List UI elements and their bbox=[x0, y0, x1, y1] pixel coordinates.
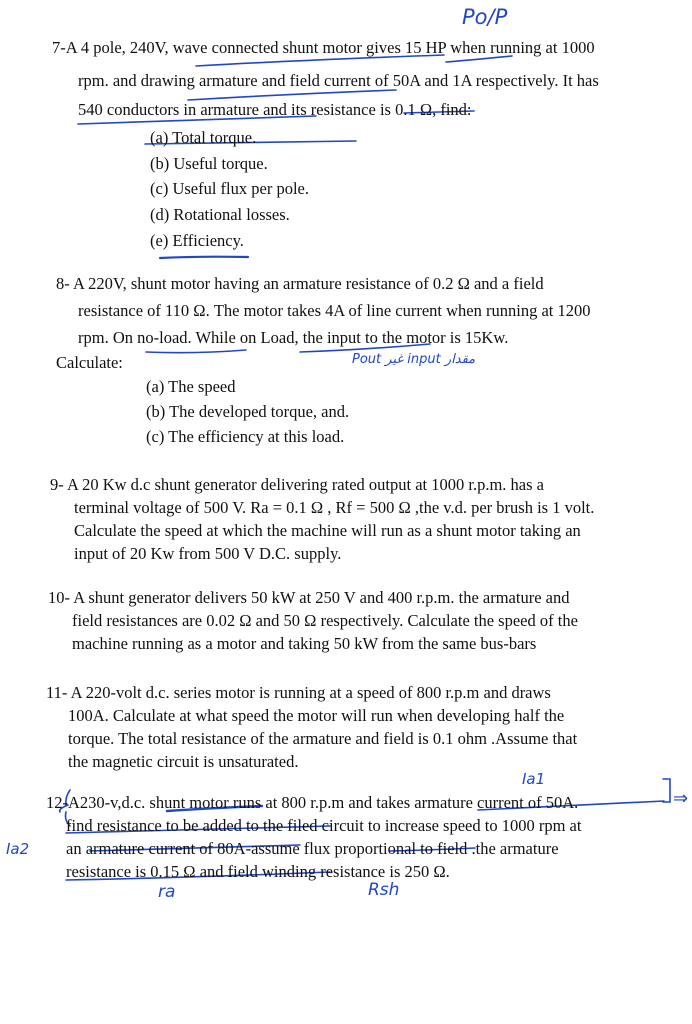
q11-line-4: the magnetic circuit is unsaturated. bbox=[68, 752, 299, 771]
q7-line-2: rpm. and drawing armature and field current of 50A and 1A respectively. It has bbox=[78, 71, 599, 90]
q12-line-4: resistance is 0.15 Ω and field winding resistance is 250 Ω. bbox=[66, 862, 450, 881]
q7-item-d: (d) Rotational losses. bbox=[150, 205, 290, 224]
q8-item-a: (a) The speed bbox=[146, 377, 236, 396]
annotation-rsh: Rsh bbox=[368, 880, 400, 900]
q11-line-3: torque. The total resistance of the armature and field is 0.1 ohm .Assume that bbox=[68, 729, 578, 748]
annotation-arrow: ⇒ bbox=[673, 788, 689, 809]
q12-line-2: find resistance to be added to the filed circuit to increase speed to 1000 rpm at bbox=[66, 816, 582, 835]
annotation-ia1: Ia1 bbox=[522, 770, 546, 788]
q7-item-b: (b) Useful torque. bbox=[150, 154, 268, 173]
q12-line-3: an armature current of 80A-assume flux proportional to field .the armature bbox=[66, 839, 559, 858]
q8-line-4: Calculate: bbox=[56, 353, 123, 372]
q10-line-3: machine running as a motor and taking 50 kW from the same bus-bars bbox=[72, 634, 537, 653]
q10-line-1: 10- A shunt generator delivers 50 kW at 250 V and 400 r.p.m. the armature and bbox=[48, 588, 570, 607]
q11-line-1: 11- A 220-volt d.c. series motor is running at a speed of 800 r.p.m and draws bbox=[46, 683, 551, 702]
annotation-pout-input: Pout غير input مقدار bbox=[352, 352, 476, 367]
annotation-ra: ra bbox=[158, 882, 176, 902]
q8-line-3: rpm. On no-load. While on Load, the input to the motor is 15Kw. bbox=[78, 328, 509, 347]
q8-line-1: 8- A 220V, shunt motor having an armature resistance of 0.2 Ω and a field bbox=[56, 274, 544, 293]
q7-item-a: (a) Total torque. bbox=[150, 128, 257, 147]
q9-line-2: terminal voltage of 500 V. Ra = 0.1 Ω , Rf = 500 Ω ,the v.d. per brush is 1 volt. bbox=[74, 498, 595, 517]
q9-line-1: 9- A 20 Kw d.c shunt generator delivering rated output at 1000 r.p.m. has a bbox=[50, 475, 544, 494]
q9-line-4: input of 20 Kw from 500 V D.C. supply. bbox=[74, 544, 342, 563]
q7-line-1: 7-A 4 pole, 240V, wave connected shunt motor gives 15 HP when running at 1000 bbox=[52, 38, 595, 57]
q7-item-e: (e) Efficiency. bbox=[150, 231, 244, 250]
q11-line-2: 100A. Calculate at what speed the motor will run when developing half the bbox=[68, 706, 565, 725]
q12-line-1: 12-A230-v,d.c. shunt motor runs at 800 r.p.m and takes armature current of 50A. bbox=[46, 793, 579, 812]
annotation-ia2: Ia2 bbox=[6, 840, 30, 858]
q8-item-c: (c) The efficiency at this load. bbox=[146, 427, 345, 446]
annotation-pop: Po/P bbox=[462, 5, 508, 29]
q9-line-3: Calculate the speed at which the machine will run as a shunt motor taking an bbox=[74, 521, 581, 540]
q7-item-c: (c) Useful flux per pole. bbox=[150, 179, 309, 198]
q8-item-b: (b) The developed torque, and. bbox=[146, 402, 350, 421]
q7-line-3: 540 conductors in armature and its resistance is 0.1 Ω, find: bbox=[78, 100, 472, 119]
q8-line-2: resistance of 110 Ω. The motor takes 4A of line current when running at 1200 bbox=[78, 301, 591, 320]
q10-line-2: field resistances are 0.02 Ω and 50 Ω respectively. Calculate the speed of the bbox=[72, 611, 578, 630]
